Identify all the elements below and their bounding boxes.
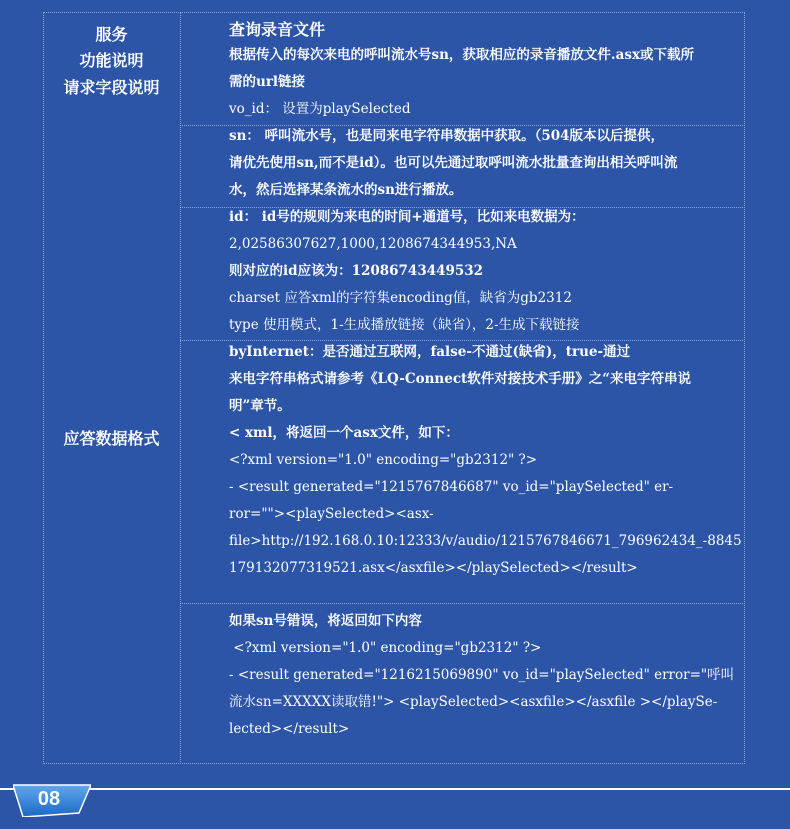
request-field-line: charset 应答xml的字符集encoding值，缺省为gb2312 <box>229 290 572 306</box>
request-field-line: 请优先使用sn,而不是id）。也可以先通过取呼叫流水批量查询出相关呼叫流 <box>229 155 678 171</box>
page-number: 08 <box>37 788 61 810</box>
request-field-line: 水，然后选择某条流水的sn进行播放。 <box>229 182 463 198</box>
row-separator <box>180 603 743 604</box>
request-fields-label: 请求字段说明 <box>63 78 160 97</box>
response-line: - <result generated="1215767846687" vo_id="playSelected" er- <box>229 479 674 495</box>
function-text-line: 根据传入的每次来电的呼叫流水号sn，获取相应的录音播放文件.asx或下载所 <box>229 47 695 63</box>
request-field-line: 2,02586307627,1000,1208674344953,NA <box>229 236 517 252</box>
response-line: lected></result> <box>229 721 350 737</box>
row-separator <box>180 340 743 341</box>
request-field-line: 则对应的id应该为：12086743449532 <box>229 263 484 279</box>
response-format-label: 应答数据格式 <box>63 429 160 448</box>
request-field-line: 明”章节。 <box>229 398 291 414</box>
response-line: < xml，将返回一个asx文件，如下： <box>229 425 459 441</box>
response-line: 179132077319521.asx</asxfile></playSelected></result> <box>229 560 638 576</box>
request-field-line: vo_id： 设置为playSelected <box>229 101 411 117</box>
function-label: 功能说明 <box>79 51 144 70</box>
response-line: file>http://192.168.0.10:12333/v/audio/1215767846671_796962434_-8845 <box>229 533 742 549</box>
request-field-line: sn： 呼叫流水号，也是同来电字符串数据中获取。（504版本以后提供， <box>229 128 665 144</box>
page-number-badge <box>13 783 91 817</box>
function-text-line: 需的url链接 <box>229 74 306 90</box>
request-field-line: byInternet：是否通过互联网，false-不通过(缺省)，true-通过 <box>229 344 631 360</box>
request-field-line: 来电字符串格式请参考《LQ-Connect软件对接技术手册》之“来电字符串说 <box>229 371 692 387</box>
request-field-line: type 使用模式，1-生成播放链接（缺省），2-生成下载链接 <box>229 317 580 333</box>
response-line: 如果sn号错误，将返回如下内容 <box>229 613 422 629</box>
response-line: 流水sn=XXXXX读取错!"> <playSelected><asxfile></asxfile ></playSe- <box>229 694 718 710</box>
response-line: <?xml version="1.0" encoding="gb2312" ?> <box>229 452 538 468</box>
response-line: <?xml version="1.0" encoding="gb2312" ?> <box>229 640 542 656</box>
footer-rule <box>90 788 790 790</box>
service-label: 服务 <box>95 25 128 44</box>
response-line: ror=""><playSelected><asx- <box>229 506 434 522</box>
response-line: - <result generated="1216215069890" vo_id="playSelected" error="呼叫 <box>229 667 735 683</box>
request-field-line: id： id号的规则为来电的时间+通道号，比如来电数据为： <box>229 209 585 225</box>
service-value: 查询录音文件 <box>229 20 326 39</box>
